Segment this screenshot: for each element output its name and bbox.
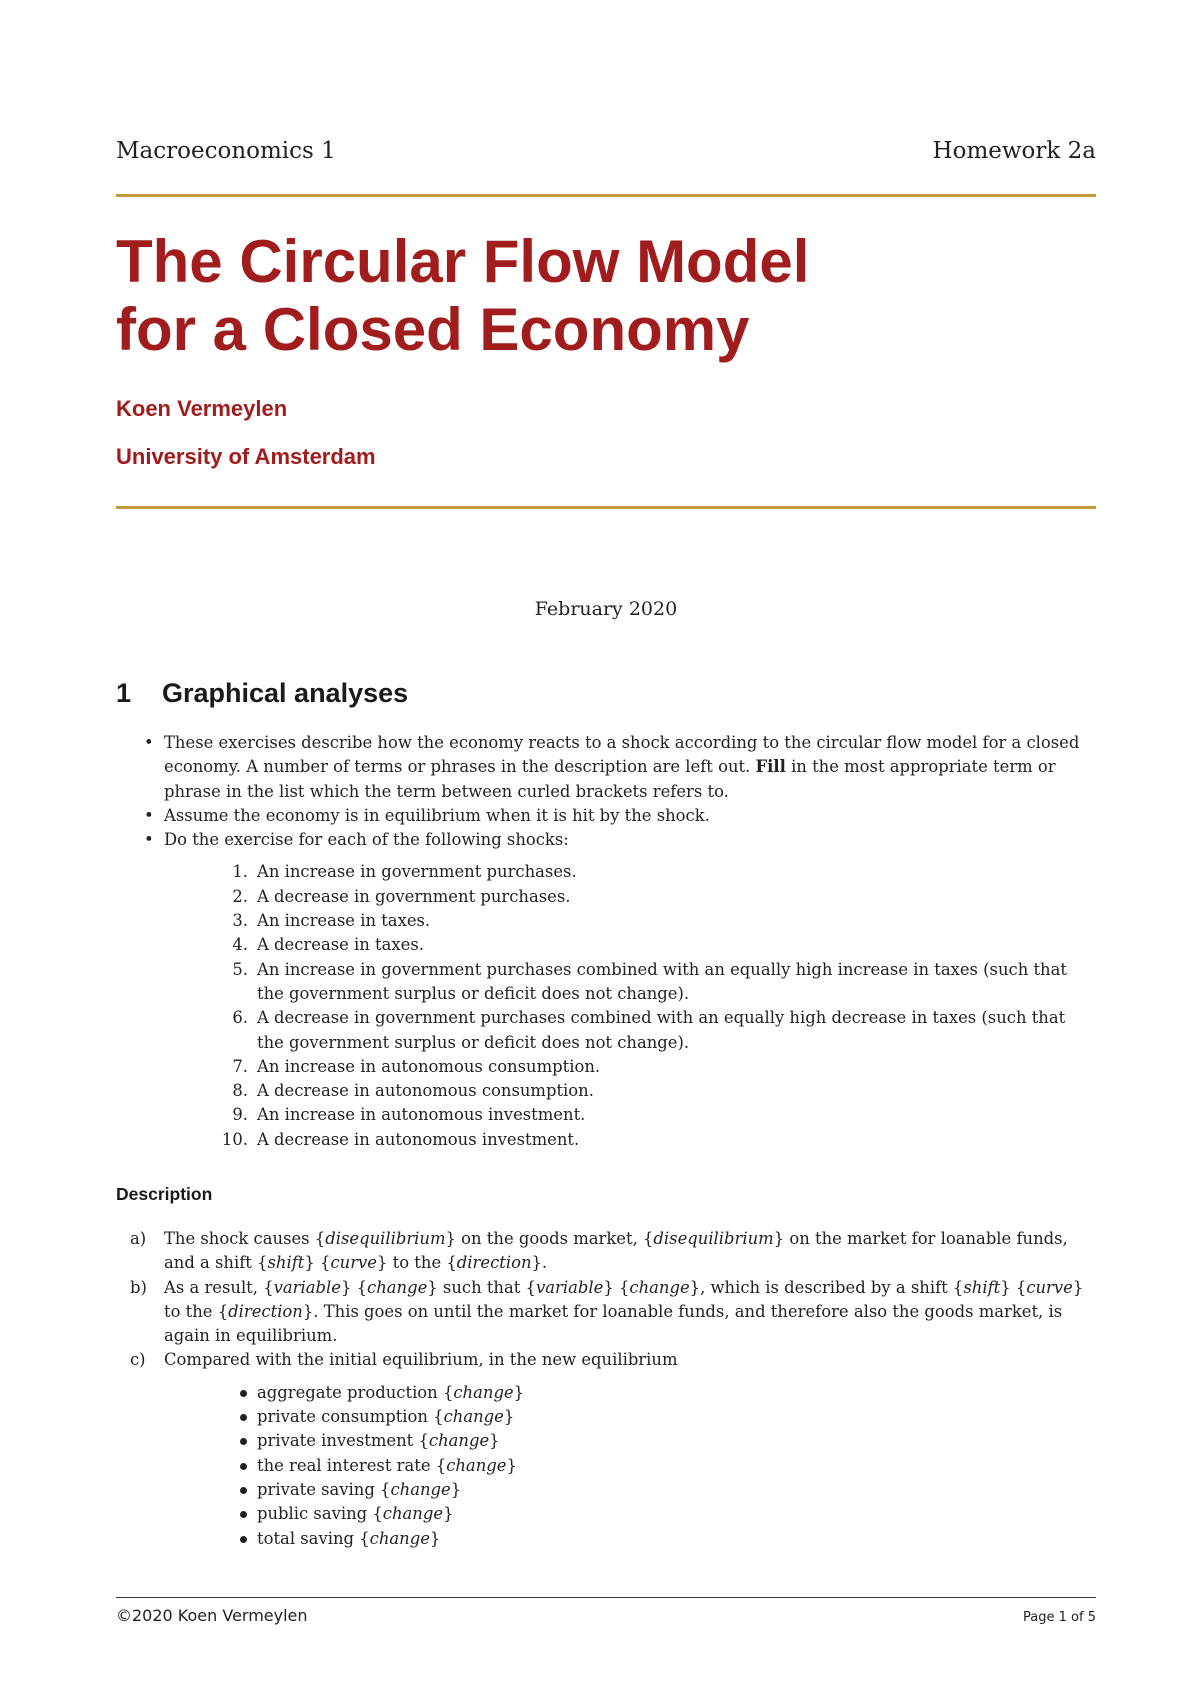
shock-item xyxy=(164,1079,1096,1103)
shock-item xyxy=(164,933,1096,957)
document-title xyxy=(116,228,809,364)
shock-text: An increase in taxes. xyxy=(257,911,431,931)
author-name: Koen Vermeylen xyxy=(116,396,288,421)
shock-item xyxy=(164,1103,1096,1127)
course-name: Macroeconomics 1 xyxy=(116,138,336,164)
instruction-text: Assume the economy is in equilibrium when it is hit by the shock. xyxy=(164,805,710,825)
shock-number: 7. xyxy=(232,1056,248,1076)
instruction-text: Do the exercise for each of the following shocks: xyxy=(164,830,569,850)
header-rule xyxy=(116,194,1096,197)
document-page xyxy=(116,0,1096,1696)
shock-text: A decrease in government purchases. xyxy=(257,886,571,906)
author-affiliation: University of Amsterdam xyxy=(116,444,376,469)
desc-text: }. xyxy=(531,1253,548,1273)
desc-text: } to the { xyxy=(164,1277,1084,1321)
change-item: aggregate production {change} xyxy=(164,1381,1096,1405)
bullet-dot-icon xyxy=(240,1463,247,1470)
blank-term: variable xyxy=(273,1277,341,1297)
shock-number: 10. xyxy=(221,1129,248,1149)
shock-text: An increase in government purchases. xyxy=(257,862,577,882)
page-number: Page 1 of 5 xyxy=(1023,1610,1096,1625)
instruction-emphasis: Fill xyxy=(755,757,786,777)
shock-item xyxy=(164,860,1096,884)
desc-text: } such that { xyxy=(427,1277,536,1297)
desc-text: } { xyxy=(1000,1277,1027,1297)
blank-term: change xyxy=(367,1277,428,1297)
title-line-1: The Circular Flow Model xyxy=(116,228,810,295)
description-item-a xyxy=(116,1227,1096,1276)
bullet-icon: • xyxy=(144,805,154,825)
shock-text: A decrease in government purchases combined with an equally high decrease in taxes (such that the government surplus or deficit does not change). xyxy=(257,1008,1066,1052)
shock-item xyxy=(164,1128,1096,1152)
change-item: private investment {change} xyxy=(164,1429,1096,1453)
shock-text: A decrease in autonomous consumption. xyxy=(257,1081,594,1101)
description-heading: Description xyxy=(116,1184,213,1204)
blank-term: change xyxy=(369,1528,430,1548)
footer-rule xyxy=(116,1597,1096,1598)
bullet-icon: • xyxy=(144,830,154,850)
description-item-b xyxy=(116,1276,1096,1349)
blank-term: shift xyxy=(963,1277,1001,1297)
change-item: total saving {change} xyxy=(164,1527,1096,1551)
change-variable: public saving xyxy=(257,1504,368,1524)
instruction-item xyxy=(116,731,1096,804)
section-title: Graphical analyses xyxy=(162,678,409,708)
bullet-dot-icon xyxy=(240,1487,247,1494)
shock-number: 8. xyxy=(232,1081,248,1101)
shock-text: A decrease in taxes. xyxy=(257,935,424,955)
desc-text: } on the goods market, { xyxy=(445,1229,654,1248)
desc-text: } to the { xyxy=(377,1253,457,1273)
change-item: the real interest rate {change} xyxy=(164,1454,1096,1478)
blank-term: variable xyxy=(536,1277,604,1297)
change-variable: total saving xyxy=(257,1528,354,1548)
shock-item xyxy=(164,885,1096,909)
instruction-text: in the most appropriate term or phrase in the list which the term between curled brackets refers to. xyxy=(164,757,1056,801)
shock-text: An increase in government purchases combined with an equally high increase in taxes (such that the government surplus or deficit does not change). xyxy=(257,959,1067,1003)
desc-text: The shock causes { xyxy=(164,1229,326,1248)
change-item: private saving {change} xyxy=(164,1478,1096,1502)
blank-term: change xyxy=(453,1382,514,1402)
change-variable: the real interest rate xyxy=(257,1455,431,1475)
instruction-item xyxy=(116,828,1096,1152)
shock-number: 9. xyxy=(232,1105,248,1125)
desc-text: }. This goes on until the market for loanable funds, and therefore also the goods market, is again in equilibrium. xyxy=(164,1301,1063,1346)
desc-text: Compared with the initial equilibrium, in the new equilibrium xyxy=(164,1350,678,1370)
blank-term: disequilibrium xyxy=(325,1229,446,1248)
shock-number: 5. xyxy=(232,959,248,979)
item-label: a) xyxy=(130,1229,147,1248)
title-block-rule xyxy=(116,506,1096,509)
instructions-block xyxy=(116,731,1096,1152)
change-variable: private investment xyxy=(257,1431,414,1451)
bullet-dot-icon xyxy=(240,1536,247,1543)
blank-term: change xyxy=(390,1479,451,1499)
blank-term: change xyxy=(382,1504,444,1524)
bullet-dot-icon xyxy=(240,1414,247,1421)
shock-number: 6. xyxy=(232,1008,248,1028)
shock-text: An increase in autonomous investment. xyxy=(257,1105,586,1125)
instruction-item xyxy=(116,804,1096,828)
bullet-dot-icon xyxy=(240,1390,247,1397)
shock-text: A decrease in autonomous investment. xyxy=(257,1129,580,1149)
change-list xyxy=(164,1381,1096,1551)
shock-item xyxy=(164,1055,1096,1079)
copyright-notice: ©2020 Koen Vermeylen xyxy=(116,1606,308,1625)
bullet-dot-icon xyxy=(240,1438,247,1445)
blank-term: direction xyxy=(228,1301,303,1321)
section-heading xyxy=(116,678,408,709)
shock-item xyxy=(164,909,1096,933)
shock-number: 3. xyxy=(232,911,248,931)
change-item: private consumption {change} xyxy=(164,1405,1096,1429)
item-label: b) xyxy=(130,1277,147,1297)
change-variable: private saving xyxy=(257,1479,375,1499)
shock-item xyxy=(164,958,1096,1007)
change-variable: aggregate production xyxy=(257,1382,438,1402)
desc-text: }, which is described by a shift { xyxy=(689,1277,964,1297)
page-footer xyxy=(116,1606,1096,1625)
desc-text: } { xyxy=(603,1277,630,1297)
description-list xyxy=(116,1227,1096,1551)
bullet-icon: • xyxy=(144,733,154,752)
blank-term: curve xyxy=(1026,1277,1073,1297)
title-line-2: for a Closed Economy xyxy=(116,296,750,363)
description-block xyxy=(116,1227,1096,1551)
document-date: February 2020 xyxy=(534,598,678,620)
item-label: c) xyxy=(130,1350,146,1370)
instruction-text: These exercises describe how the economy reacts to a shock according to the circular flow model for a closed economy. A number of terms or phrases in the description are left out. xyxy=(164,733,1080,777)
assignment-name: Homework 2a xyxy=(932,138,1096,164)
blank-term: change xyxy=(629,1277,690,1297)
desc-text: } { xyxy=(340,1277,368,1297)
blank-term: change xyxy=(443,1407,504,1427)
description-item-c xyxy=(116,1348,1096,1550)
shock-item xyxy=(164,1006,1096,1055)
shock-number: 2. xyxy=(232,886,248,906)
shock-text: An increase in autonomous consumption. xyxy=(257,1056,601,1076)
desc-text: } { xyxy=(304,1253,331,1273)
change-item: public saving {change} xyxy=(164,1502,1096,1526)
bullet-dot-icon xyxy=(240,1511,247,1518)
desc-text: } on the market for loanable funds, and a shift { xyxy=(164,1229,1068,1273)
desc-text: As a result, { xyxy=(164,1277,274,1297)
blank-term: disequilibrium xyxy=(653,1229,774,1248)
shock-number: 1. xyxy=(232,862,248,882)
blank-term: change xyxy=(428,1431,490,1451)
blank-term: direction xyxy=(456,1253,532,1273)
blank-term: curve xyxy=(330,1253,377,1273)
change-variable: private consumption xyxy=(257,1407,428,1427)
section-number: 1 xyxy=(116,678,132,708)
shock-list xyxy=(164,860,1096,1152)
shock-number: 4. xyxy=(232,935,248,955)
running-header xyxy=(116,138,1096,164)
blank-term: change xyxy=(446,1455,507,1475)
blank-term: shift xyxy=(267,1253,305,1273)
instruction-list xyxy=(116,731,1096,1152)
